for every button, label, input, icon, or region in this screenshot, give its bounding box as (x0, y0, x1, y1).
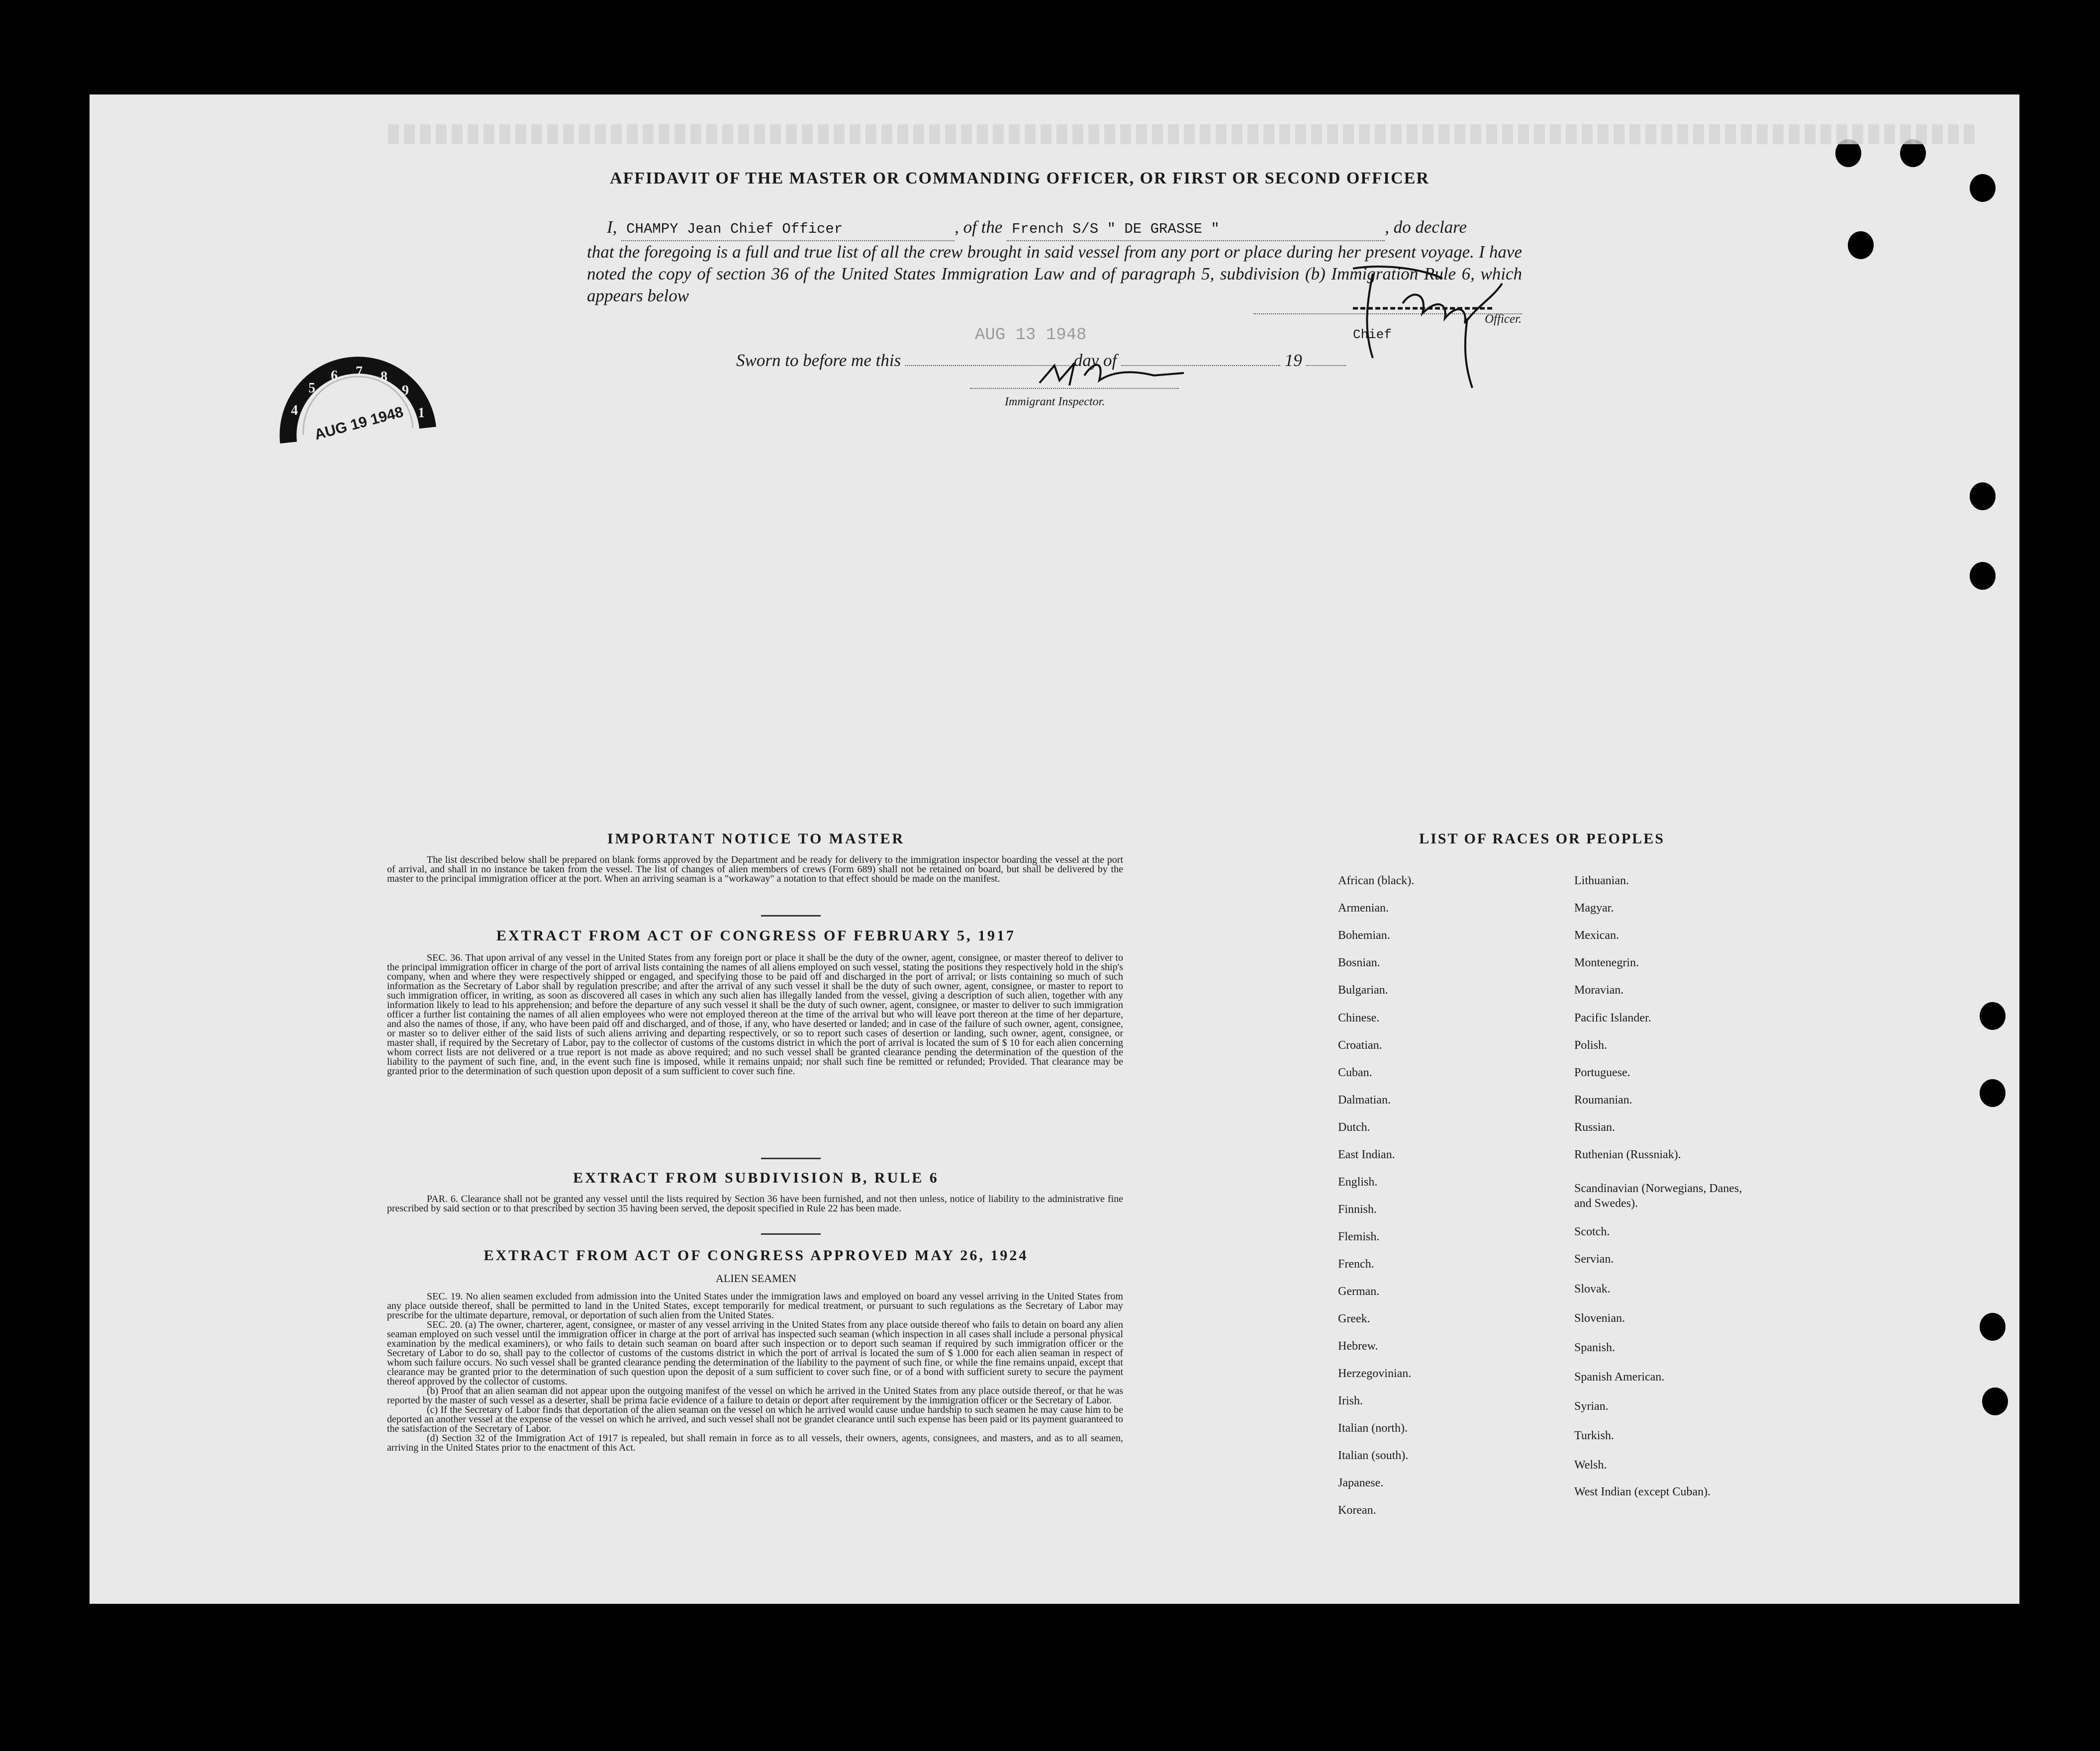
race-item: Magyar. (1574, 902, 1614, 915)
stamp-digit: 5 (308, 380, 315, 396)
race-item: Polish. (1574, 1039, 1608, 1052)
officer-signature (1343, 259, 1532, 393)
inspector-line (970, 388, 1179, 389)
officer-rank: Chief (1353, 327, 1392, 342)
race-item: Spanish. (1574, 1341, 1616, 1354)
faded-header (388, 124, 1980, 144)
stamp-digit: 6 (331, 368, 338, 383)
race-item: Lithuanian. (1574, 874, 1629, 887)
race-item: Armenian. (1338, 902, 1389, 915)
punch-hole (1980, 1002, 2005, 1030)
race-item: Russian. (1574, 1121, 1616, 1134)
race-item: Portuguese. (1574, 1066, 1630, 1079)
race-item: Irish. (1338, 1394, 1363, 1407)
race-item: Greek. (1338, 1312, 1370, 1325)
divider (761, 915, 821, 917)
race-item: Korean. (1338, 1504, 1376, 1517)
race-item: Japanese. (1338, 1476, 1384, 1489)
race-item: Cuban. (1338, 1066, 1372, 1079)
race-item: Flemish. (1338, 1230, 1380, 1243)
rule6-title: EXTRACT FROM SUBDIVISION B, RULE 6 (573, 1170, 939, 1186)
affidavit-title: AFFIDAVIT OF THE MASTER OR COMMANDING OFFICER, OR FIRST OR SECOND OFFICER (610, 169, 1430, 187)
race-item: Dutch. (1338, 1121, 1370, 1134)
vessel-name: French S/S " DE GRASSE " (1007, 218, 1385, 241)
race-item: Chinese. (1338, 1012, 1380, 1024)
race-item: Turkish. (1574, 1429, 1614, 1442)
race-item: French. (1338, 1258, 1374, 1271)
divider (761, 1233, 821, 1235)
race-item: Dalmatian. (1338, 1094, 1391, 1106)
officer-label: Officer. (1485, 312, 1522, 326)
race-item: Montenegrin. (1574, 956, 1639, 969)
stamp-digit: 7 (356, 364, 363, 379)
stamp-digit: 9 (402, 383, 409, 398)
punch-hole (1970, 482, 1996, 510)
affidavit-declare: , do declare (1385, 217, 1467, 237)
affidavit-i: I, (607, 217, 617, 237)
race-item: Croatian. (1338, 1039, 1382, 1052)
race-item: Moravian. (1574, 984, 1624, 997)
stamp-digit: 8 (381, 369, 387, 384)
sworn-year-label: 19 (1284, 351, 1302, 370)
punch-hole (1980, 1313, 2005, 1341)
sec20b-text: (b) Proof that an alien seaman did not appear upon the outgoing manifest of the vessel on which he arrived in the United States from any place outside thereof, or that he was reported by the master of such vessel as a deserter, shall be prima facie evidence of a failure to detain or deport after requirement by the immigration officer or the Secretary of Labor. (387, 1385, 1123, 1406)
notice-title: IMPORTANT NOTICE TO MASTER (607, 830, 905, 847)
race-item: Herzegovinian. (1338, 1367, 1412, 1380)
stamp-digit: 1 (418, 405, 425, 421)
punch-hole (1982, 1387, 2008, 1415)
extract-1924-title: EXTRACT FROM ACT OF CONGRESS APPROVED MAY 26, 1924 (483, 1247, 1029, 1264)
divider (761, 1158, 821, 1159)
punch-hole (1980, 1079, 2005, 1107)
race-item: Bulgarian. (1338, 984, 1388, 997)
stamp-digit: 4 (291, 403, 298, 418)
race-item: Ruthenian (Russniak). (1574, 1148, 1681, 1161)
race-item: English. (1338, 1176, 1378, 1189)
round-stamp (274, 348, 443, 472)
race-item: West Indian (except Cuban). (1574, 1485, 1711, 1498)
race-item: Italian (north). (1338, 1422, 1408, 1435)
race-item: Spanish American. (1574, 1371, 1665, 1383)
sec19-text: SEC. 19. No alien seamen excluded from admission into the United States under the immigration laws and employed on board any vessel arriving in the United States from any place outside thereof, shall be permitted to land in the United States, except temporarily for medical treatment, or pursuant to such regulations as the Secretary of Labor may prescribe for the ultimate departure, removal, or deportation of such alien from the United States. (387, 1291, 1123, 1321)
affidavit-body: that the foregoing is a full and true list of all the crew brought in said vessel from any port or place during her present voyage. I have noted the copy of section 36 of the United States Immigration Law and of paragraph 5, subdivision (b) Immigration Rule 6, which appears below (587, 242, 1522, 305)
date-stamp: AUG 13 1948 (975, 326, 1087, 345)
race-item: Bohemian. (1338, 929, 1390, 942)
sec20a-text: SEC. 20. (a) The owner, charterer, agent, consignee, or master of any vessel arriving in the United States from any place outside thereof who fails to detain on board any alien seaman employed on such vessel until the immigration officer in charge at the port of arrival has inspected such seaman (which inspection in all cases shall include a personal physical examination by the medical examiners), or who fails to detain such seaman on board after such inspection or to deport such seaman if required by such immigration officer or the Secretary of Labor to do so, shall pay to the collector of customs of the customs district in which the port of arrival is located the sum of $ 1.000 for each alien seaman in respect of whom such failure occurs. No such vessel shall be granted clearance pending the determination of the liability to the payment of such fine, or while the fine remains unpaid, except that clearance may be granted prior to the determination of such question upon the deposit of a sum sufficient to cover such fine, or of a bond with sufficient surety to secure the payment thereof approved by the collector of customs. (387, 1319, 1123, 1387)
punch-hole (1848, 231, 1874, 259)
race-item: Roumanian. (1574, 1094, 1632, 1106)
race-item: Hebrew. (1338, 1340, 1378, 1353)
race-item: Mexican. (1574, 929, 1619, 942)
race-item: East Indian. (1338, 1148, 1395, 1161)
punch-hole (1970, 174, 1996, 202)
officer-name: CHAMPY Jean Chief Officer (621, 218, 955, 241)
stamp-date: AUG 19 1948 (312, 403, 405, 444)
race-item: Finnish. (1338, 1203, 1377, 1216)
race-item: Scandinavian (Norwegians, Danes, and Swedes). (1574, 1182, 1742, 1210)
race-item: Welsh. (1574, 1459, 1607, 1472)
sworn-day-label: day of (1073, 351, 1117, 370)
extract-1924-text (387, 1292, 1123, 1453)
extract-1917-text: SEC. 36. That upon arrival of any vessel in the United States from any foreign port or place it shall be the duty of the owner, agent, consignee, or master thereof to deliver to the principal immigration officer in charge of the port of arrival lists containing the names of all aliens employed on such vessel, stating the positions they respectively hold in the ship's company, when and where they were respectively shipped or engaged, and specifying those to be paid off and discharged in the port of arrival; or lists containing so much of such information as the Secretary of Labor shall by regulation prescribe; and after the arrival of any such vessel it shall be the duty of such owner, agent, consignee, or master to report to such immigration officer, in writing, as soon as discovered all cases in which any such alien has illegally landed from the vessel, giving a description of such alien, together with any information likely to lead to his apprehension; and before the departure of any such vessel it shall be the duty of such owner, agent, consignee, or master to deliver to such immigration officer a further list containing the names of all alien employees who were not employed thereon at the time of the arrival but who will leave port thereon at the time of her departure, and also the names of those, if any, who have been paid off and discharged, and of those, if any, who have deserted or landed; and in case of the failure of such owner, agent, consignee, or master so to deliver either of the said lists of such aliens arriving and departing respectively, or so to report such cases of desertion or landing, such owner, agent, consignee, or master shall, if required by the Secretary of Labor, pay to the collector of customs of the customs district in which the port of arrival is located the sum of $ 10 for each alien concerning whom correct lists are not delivered or a true report is not made as above required; and no such vessel shall be granted clearance pending the determination of the question of the liability to the payment of such fine, and, in the event such fine is imposed, while it remains unpaid; nor shall such fine be remitted or refunded; Provided. That clearance may be granted prior to the determination of such question upon deposit of a sum sufficient to cover such fine. (387, 952, 1123, 1077)
race-item: Servian. (1574, 1253, 1614, 1266)
race-item: African (black). (1338, 874, 1415, 887)
sec20d-text: (d) Section 32 of the Immigration Act of 1917 is repealed, but shall remain in force as to all vessels, their owners, agents, consignees, and masters, and as to all seamen, arriving in the United States prior to the enactment of this Act. (387, 1433, 1123, 1453)
race-item: Bosnian. (1338, 956, 1380, 969)
extract-1924-subtitle: ALIEN SEAMEN (716, 1272, 796, 1285)
extract-1917-title: EXTRACT FROM ACT OF CONGRESS OF FEBRUARY 5, 1917 (496, 927, 1016, 944)
punch-hole (1970, 562, 1996, 590)
inspector-label: Immigrant Inspector. (1005, 395, 1105, 408)
race-item: Slovak. (1574, 1283, 1611, 1295)
inspector-signature (1035, 356, 1194, 395)
affidavit-of-the: , of the (955, 217, 1003, 237)
race-item: Scotch. (1574, 1225, 1610, 1238)
race-item: Pacific Islander. (1574, 1012, 1651, 1024)
race-item: Italian (south). (1338, 1449, 1409, 1462)
sworn-before-label: Sworn to before me this (736, 351, 901, 370)
race-item: German. (1338, 1285, 1380, 1298)
races-title: LIST OF RACES OR PEOPLES (1419, 830, 1665, 847)
race-item: Syrian. (1574, 1400, 1609, 1413)
rule6-text: PAR. 6. Clearance shall not be granted any vessel until the lists required by Section 36 have been furnished, and not then unless, notice of liability to the administrative fine prescribed by said section or to that prescribed by section 35 having been served, the deposit specified in Rule 22 has been made. (387, 1194, 1123, 1214)
notice-text: The list described below shall be prepared on blank forms approved by the Department and be ready for delivery to the immigration inspector boarding the vessel at the port of arrival, and shall in no instance be taken from the vessel. The list of changes of alien members of crews (Form 689) shall not be retained on board, but shall be delivered by the master to the principal immigration officer at the port. When an arriving seaman is a "workaway" a notation to that effect should be made on the manifest. (387, 854, 1123, 884)
race-item: Slovenian. (1574, 1312, 1625, 1325)
sec20c-text: (c) If the Secretary of Labor finds that deportation of the alien seaman on the vessel on which he arrived would cause undue hardship to such seamen he may cause him to be deported an another vessel at the expense of the vessel on which he arrived, and such vessel shall not be grandet clearance until such expense has been paid or its payment guaranteed to the satisfaction of the Secretary of Labor. (387, 1404, 1123, 1434)
